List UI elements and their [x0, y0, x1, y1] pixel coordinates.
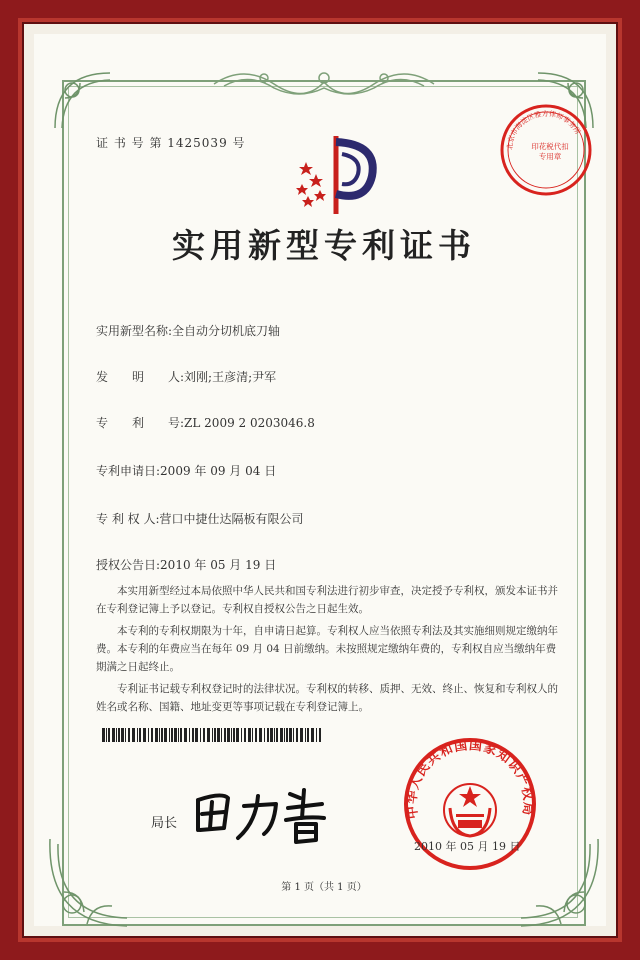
svg-text:中华人民共和国国家知识产权局	[404, 737, 537, 820]
body-paragraph: 专利证书记载专利权登记时的法律状况。专利权的转移、质押、无效、终止、恢复和专利权人的姓名或名称、国籍、地址变更等事项记载在专利登记簿上。	[96, 683, 558, 713]
field-value: 刘刚;王彦清;尹军	[184, 370, 277, 384]
field-value: ZL 2009 2 0203046.8	[184, 416, 315, 430]
body-paragraph: 本实用新型经过本局依照中华人民共和国专利法进行初步审查，决定授予专利权，颁发本证书并在专利登记簿上予以登记。专利权自授权公告之日起生效。	[96, 585, 558, 615]
director-signature	[192, 778, 332, 848]
field-patent-number	[96, 414, 315, 431]
tax-seal	[498, 102, 594, 198]
field-inventors	[96, 368, 276, 385]
page-indicator: 第 1 页（共 1 页）	[281, 882, 367, 893]
director-label: 局长	[151, 816, 178, 831]
frame-inner	[18, 18, 622, 942]
field-value: 2009 年 09 月 04 日	[160, 464, 277, 478]
certificate-number: 证 书 号 第 1425039 号	[96, 136, 246, 150]
top-ornament	[204, 64, 444, 104]
field-application-date	[96, 462, 276, 479]
certificate-paper	[34, 34, 606, 926]
issue-date: 2010 年 05 月 19 日	[414, 840, 521, 853]
field-label: 专 利 权 人:	[96, 512, 160, 526]
field-grant-date	[96, 556, 276, 573]
field-label: 专利申请日:	[96, 464, 161, 478]
field-label: 专 利 号:	[96, 416, 185, 430]
field-label: 实用新型名称:	[96, 324, 173, 338]
field-value: 营口中捷仕达隔板有限公司	[159, 512, 304, 526]
certificate-title: 实用新型专利证书	[172, 226, 476, 265]
field-value: 全自动分切机底刀轴	[172, 324, 281, 338]
barcode	[102, 728, 322, 742]
body-paragraph: 本专利的专利权期限为十年，自申请日起算。专利权人应当依照专利法及其实施细则规定缴纳年费。本专利的年费应当在每年 09 月 04 日前缴纳。未按照规定缴纳年费的，专利权自应当缴纳年费期满之日起终止。	[96, 625, 558, 673]
certificate-body	[96, 582, 562, 716]
field-value: 2010 年 05 月 19 日	[160, 558, 277, 572]
field-utility-model-name	[96, 322, 280, 339]
main-seal-text: 中华人民共和国国家知识产权局	[404, 738, 536, 820]
field-patentee	[96, 510, 304, 527]
corner-ornament-tl	[50, 68, 120, 138]
field-label: 授权公告日:	[96, 558, 161, 572]
tax-seal-ring-text: 北京市海淀区雅方律师事务所	[505, 109, 582, 151]
field-label: 发 明 人:	[96, 370, 185, 384]
patent-office-logo	[292, 130, 382, 220]
tax-seal-inner-text: 印花税代扣专用章	[531, 142, 569, 161]
